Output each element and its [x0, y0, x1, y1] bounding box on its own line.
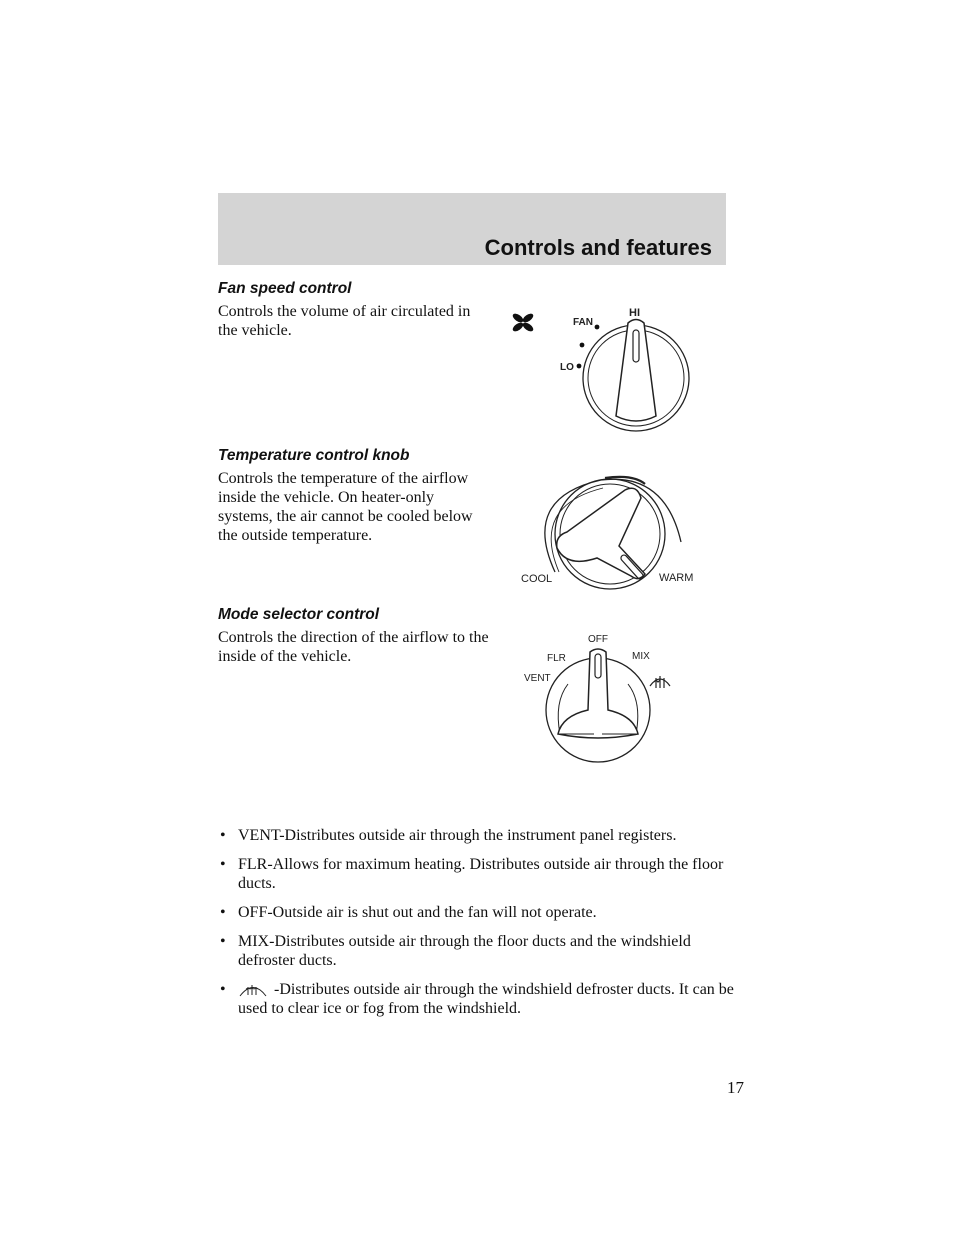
- list-item: • FLR-Allows for maximum heating. Distributes outside air through the floor ducts.: [220, 856, 724, 892]
- fan-icon: [511, 312, 535, 333]
- mix-label: MIX: [632, 651, 650, 662]
- page-number: 17: [727, 1078, 744, 1097]
- temperature-description: Controls the temperature of the airflow inside the vehicle. On heater-only systems, the air cannot be cooled below the outside temperature.: [218, 470, 473, 544]
- defrost-icon: [650, 676, 670, 688]
- list-item: • VENT-Distributes outside air through the instrument panel registers.: [220, 827, 677, 844]
- list-item: • -Distributes outside air through the windshield defroster ducts. It can be used to clear ice or fog from the windshield.: [220, 981, 734, 1017]
- temperature-heading: Temperature control knob: [218, 447, 410, 464]
- mode-selector-description: Controls the direction of the airflow to the inside of the vehicle.: [218, 629, 489, 665]
- defrost-icon: [238, 981, 268, 997]
- temperature-knob-figure: [515, 468, 705, 590]
- speed-dot-2: [580, 343, 585, 348]
- off-label: OFF: [588, 634, 608, 645]
- cool-label: COOL: [521, 573, 553, 585]
- list-item: • OFF-Outside air is shut out and the fan will not operate.: [220, 904, 597, 921]
- list-item: • MIX-Distributes outside air through the floor ducts and the windshield defroster ducts.: [220, 933, 691, 969]
- fan-label: FAN: [573, 317, 593, 328]
- flr-label: FLR: [547, 653, 566, 664]
- vent-label: VENT: [524, 673, 551, 684]
- section-title: Controls and features: [484, 235, 712, 260]
- speed-dot-3: [595, 325, 600, 330]
- mode-selector-heading: Mode selector control: [218, 606, 380, 623]
- fan-speed-description: Controls the volume of air circulated in the vehicle.: [218, 303, 471, 339]
- warm-label: WARM: [659, 572, 694, 584]
- section-header-band: [218, 193, 726, 265]
- mode-selector-knob-figure: [518, 630, 688, 764]
- fan-knob-pointer: [616, 320, 656, 422]
- hi-label: HI: [629, 307, 640, 319]
- mode-descriptions-list: [218, 826, 738, 1028]
- mode-knob-pointer: [558, 649, 638, 738]
- lo-label: LO: [560, 362, 574, 373]
- speed-dot-1: [577, 364, 582, 369]
- fan-speed-heading: Fan speed control: [218, 280, 352, 297]
- fan-speed-knob-figure: [505, 296, 705, 436]
